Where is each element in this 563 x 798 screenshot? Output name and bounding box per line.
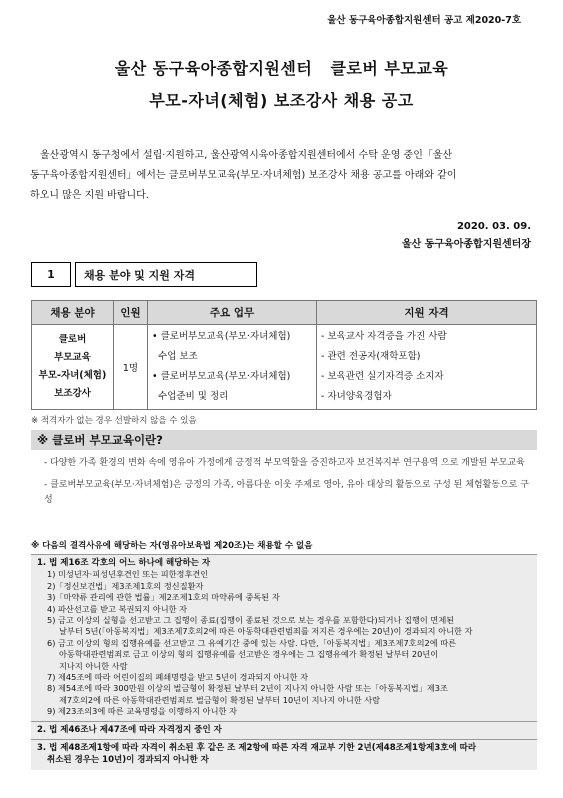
list-item: 9) 제23조의3에 따른 교육명령을 이행하지 아니한 자: [47, 706, 237, 717]
list-item: - 클로버부모교육(부모·자녀체험)은 긍정의 가족, 아름다운 이웃 주제로 영아, 유아 대상의 활동으로 구성 된 체험활동으로 구성: [44, 480, 529, 505]
table-header-row: [32, 301, 537, 325]
intro-line: 동구육아종합지원센터」에서는 클로버부모교육(부모·자녀체험) 보조강사 채용 공고를 아래와 같이: [30, 170, 457, 181]
list-item: 7) 제45조에 따라 어린이집의 폐쇄명령을 받고 5년이 경과되지 아니한 자: [47, 672, 309, 683]
section-title: 채용 분야 및 지원 자격: [75, 262, 257, 287]
list-item: 8) 제54조에 따라 300만원 이상의 벌금형이 확정된 날부터 2년이 지나지 아니한 사람 또는「아동복지법」제3조: [47, 683, 448, 694]
intro-paragraph: [30, 146, 540, 206]
list-item: 1) 미성년자·피성년후견인 또는 피한정후견인: [47, 569, 209, 580]
document-number: 울산 동구육아종합지원센터 공고 제2020-7호: [327, 15, 521, 26]
header-qualifications: 지원 자격: [317, 301, 537, 325]
list-item: 2)「정신보건법」제3조제1호의 정신질환자: [47, 580, 204, 591]
table-row: [32, 325, 537, 410]
list-item: 날부터 5년(「아동복지법」제3조제7호의2에 따른 아동학대관련범죄를 저지른 경우에는 20년)이 경과되지 아니한 자: [59, 626, 473, 637]
divider: [31, 739, 537, 740]
cell-duties: • 클로버부모교육(부모·자녀체험) 수업 보조 • 클로버부모교육(부모·자녀체험) 수업준비 및 정리: [148, 325, 317, 410]
disq-item-3-line1: 3. 법 제48조제1항에 따라 자격이 취소된 후 같은 조 제2항에 따른 자격 재교부 기한 2년(제48조제1항제3호에 따라: [37, 743, 477, 754]
disqualification-box: [31, 554, 537, 770]
disq-item-1-title: 1. 법 제16조 각호의 어느 하나에 해당하는 자: [37, 558, 211, 568]
disq-item-2: 2. 법 제46조나 제47조에 따라 자격정지 중인 자: [37, 724, 222, 735]
cell-count: 1명: [114, 325, 148, 410]
list-item: 아동학대관련범죄로 금고 이상의 형의 집행유예를 선고받은 경우에는 그 집행유예가 확정된 날부터 20년이: [59, 649, 439, 660]
page-title: 울산 동구육아종합지원센터 클로버 부모교육: [114, 59, 449, 78]
disq-item-3-line2: 취소된 경우는 10년)이 경과되지 아니한 자: [47, 754, 209, 765]
list-item: 지나지 아니한 사람: [59, 660, 128, 671]
intro-line: 하오니 많은 지원 바랍니다.: [30, 190, 149, 201]
divider: [31, 721, 537, 722]
list-item: 3)「마약류 관리에 관한 법률」제2조제1호의 마약류에 중독된 자: [47, 592, 280, 603]
header-duties: 주요 업무: [148, 301, 317, 325]
section-1-heading: [31, 262, 257, 287]
table-note: ※ 적격자가 없는 경우 선발하지 않을 수 있음: [31, 416, 197, 426]
disqualification-heading: ※ 다음의 결격사유에 해당하는 자(영유아보육법 제20조)는 채용할 수 없음: [31, 541, 313, 551]
cell-qualifications: - 보육교사 자격증을 가진 사람 - 관련 전공자(재학포함) - 보육관련 실기자격증 소지자 - 자녀양육경험자: [317, 325, 537, 410]
issuer: 울산 동구육아종합지원센터장: [401, 239, 531, 250]
header-field: 채용 분야: [32, 301, 114, 325]
cell-field: 클로버 부모교육 부모-자녀(체험) 보조강사: [32, 325, 114, 410]
list-item: 제7호의2에 따른 아동학대관련범죄로 벌금형이 확정된 날부터 10년이 지나지 아니한 사람: [59, 694, 381, 705]
list-item: 4) 파산선고를 받고 복권되지 아니한 자: [47, 603, 188, 614]
issue-block: [402, 218, 531, 254]
page-subtitle: 부모-자녀(체험) 보조강사 채용 공고: [149, 91, 414, 110]
list-item: 5) 금고 이상의 실형을 선고받고 그 집행이 종료(집행이 종료된 것으로 보는 경우를 포함한다)되거나 집행이 면제된: [47, 615, 455, 626]
clover-description: [44, 456, 534, 515]
section-number: 1: [31, 262, 71, 287]
clover-heading: ※ 클로버 부모교육이란?: [31, 430, 537, 450]
header-count: 인원: [114, 301, 148, 325]
intro-line: 울산광역시 동구청에서 설립·지원하고, 울산광역시육아종합지원센터에서 수탁 운영 중인「울산: [40, 150, 453, 161]
recruitment-table: [31, 300, 537, 410]
issue-date: 2020. 03. 09.: [456, 221, 531, 232]
list-item: - 다양한 가족 환경의 변화 속에 영유아 가정에게 긍정적 부모역할을 증진하고자 보건복지부 연구용역 으로 개발된 부모교육: [44, 458, 525, 468]
list-item: 6) 금고 이상의 형의 집행유예를 선고받고 그 유예기간 중에 있는 사람. 다만,「아동복지법」제3조제7호의2에 따른: [47, 637, 457, 648]
